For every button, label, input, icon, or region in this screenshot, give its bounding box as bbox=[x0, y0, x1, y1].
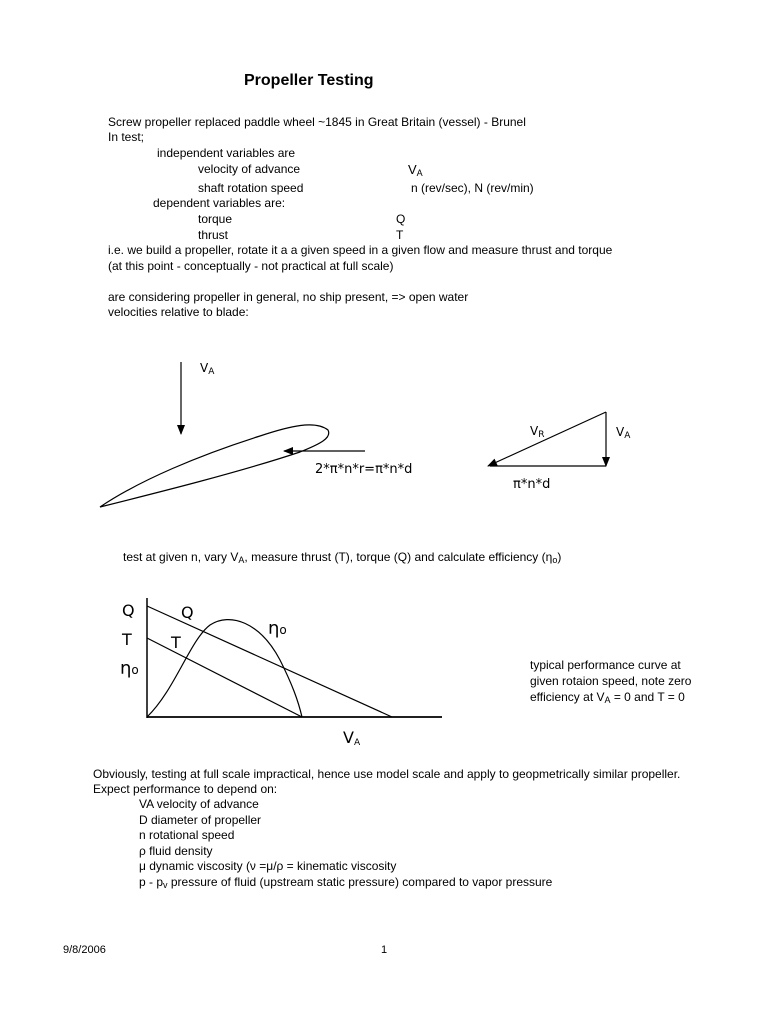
chart-curve-q-label: Q bbox=[181, 603, 194, 622]
dep-viscosity: μ dynamic viscosity (ν =μ/ρ = kinematic viscosity bbox=[139, 859, 397, 873]
caption-line-1: typical performance curve at bbox=[530, 658, 681, 672]
velocity-symbol: $V_A$ bbox=[408, 162, 423, 178]
dep-pressure: p - $p_v$ pressure of fluid (upstream static pressure) compared to vapor pressure bbox=[139, 875, 553, 890]
footer-date: 9/8/2006 bbox=[63, 944, 106, 956]
chart-axis-t-label: T bbox=[122, 630, 132, 649]
shaft-symbol: n (rev/sec), N (rev/min) bbox=[411, 181, 534, 195]
dependent-heading: dependent variables are: bbox=[153, 196, 286, 210]
footer-page-number: 1 bbox=[381, 944, 388, 956]
triangle-va-label: $V_A$ bbox=[616, 425, 631, 441]
chart-axis-eta-label: ηo bbox=[120, 658, 139, 679]
velocities-relative-line: velocities relative to blade: bbox=[108, 305, 249, 319]
caption-line-2: given rotaion speed, note zero bbox=[530, 674, 692, 688]
open-water-line: are considering propeller in general, no ship present, => open water bbox=[108, 290, 469, 304]
dep-density: ρ fluid density bbox=[139, 844, 213, 858]
dep-velocity: VA velocity of advance bbox=[139, 797, 259, 811]
ie-line: i.e. we build a propeller, rotate it a a given speed in a given flow and measure thrust and torque bbox=[108, 243, 613, 257]
torque-label: torque bbox=[198, 212, 233, 226]
independent-heading: independent variables are bbox=[157, 146, 296, 160]
torque-symbol: Q bbox=[396, 212, 406, 226]
caption-line-3: efficiency at $V_A = 0$ and T = 0 bbox=[530, 690, 685, 705]
intro-line: Screw propeller replaced paddle wheel ~1845 in Great Britain (vessel) - Brunel bbox=[108, 115, 526, 129]
shaft-label: shaft rotation speed bbox=[198, 181, 304, 195]
thrust-symbol: T bbox=[396, 228, 404, 242]
triangle-vr-label: $V_R$ bbox=[530, 424, 545, 440]
rotation-speed-label: 2*π*n*r=π*n*d bbox=[315, 462, 413, 477]
test-line: test at given n, vary $V_A$, measure thrust (T), torque (Q) and calculate efficiency $(\eta_o)$ bbox=[123, 550, 562, 565]
chart-curve-eta-label: ηo bbox=[268, 618, 287, 639]
triangle-pind-label: π*n*d bbox=[513, 477, 551, 492]
chart-axis-q-label: Q bbox=[122, 601, 135, 620]
at-this-point-line: (at this point - conceptually - not practical at full scale) bbox=[108, 259, 394, 273]
velocity-label: velocity of advance bbox=[198, 162, 301, 176]
obviously-line: Obviously, testing at full scale impractical, hence use model scale and apply to geopmetrically similar propeller. bbox=[93, 767, 681, 781]
dep-rotational-speed: n rotational speed bbox=[139, 828, 235, 842]
chart-xaxis-label: $V_A$ bbox=[343, 728, 361, 748]
expect-line: Expect performance to depend on: bbox=[93, 782, 278, 796]
page-title: Propeller Testing bbox=[244, 72, 374, 89]
diagram-va-label: $V_A$ bbox=[200, 361, 215, 377]
thrust-label: thrust bbox=[198, 228, 229, 242]
dep-diameter: D diameter of propeller bbox=[139, 813, 262, 827]
in-test-line: In test; bbox=[108, 130, 145, 144]
chart-curve-t-label: T bbox=[171, 633, 181, 652]
